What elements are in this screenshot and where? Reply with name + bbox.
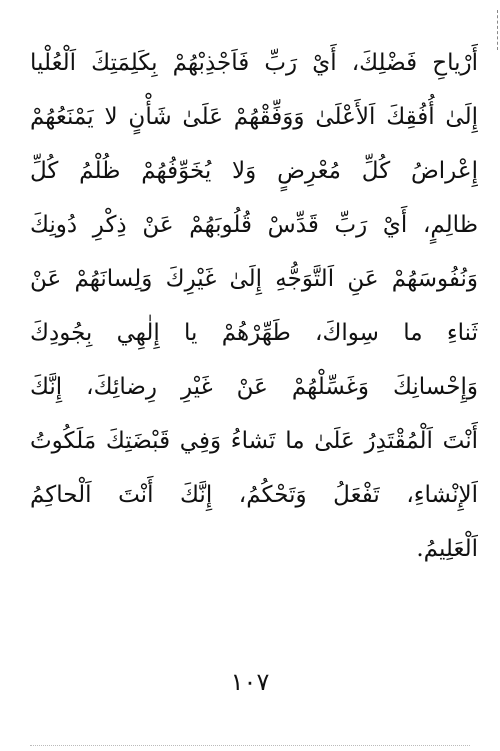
- text-line-7: وَإِحْسانِكَ وَغَسِّلْهُمْ عَنْ غَيْرِ رِضائِكَ، إِنَّكَ: [30, 374, 478, 400]
- text-line-5: وَنُفُوسَهُمْ عَنِ اَلتَّوَجُّهِ إِلَىٰ غَيْرِكَ وَلِسانَهُمْ عَنْ: [30, 266, 478, 292]
- text-line-3: إِعْراضُ كُلِّ مُعْرِضٍ وَلا يُخَوِّفُهُمْ ظُلْمُ كُلِّ: [30, 158, 478, 184]
- text-line-4: ظالِمٍ، أَيْ رَبِّ قَدِّسْ قُلُوبَهُمْ عَنْ ذِكْرِ دُونِكَ: [30, 212, 478, 238]
- scan-bottom-edge: [30, 745, 470, 747]
- text-line-8: أَنْتَ اَلْمُقْتَدِرُ عَلَىٰ ما تَشاءُ وَفِي قَبْضَتِكَ مَلَكُوتُ: [30, 428, 478, 454]
- prayer-text-block: [30, 36, 478, 576]
- text-line-1: أَرْياحِ فَضْلِكَ، أَيْ رَبِّ فَاَجْذِبْهُمْ بِكَلِمَتِكَ اَلْعُلْيا: [30, 50, 478, 76]
- text-line-9: اَلإِنْشاءِ، تَفْعَلُ وَتَحْكُمُ، إِنَّكَ أَنْتَ اَلْحاكِمُ: [30, 482, 478, 508]
- text-line-10: اَلْعَلِيمُ.: [416, 536, 478, 562]
- margin-scan-marks: [494, 10, 498, 50]
- text-line-6: ثَناءِ ما سِواكَ، طَهِّرْهُمْ يا إِلٰهِي بِجُودِكَ: [30, 320, 478, 346]
- page-number: ١٠٧: [230, 668, 270, 696]
- text-line-2: إِلَىٰ أُفُقِكَ اَلأَعْلَىٰ وَوَفِّقْهُمْ عَلَىٰ شَأْنٍ لا يَمْنَعُهُمْ: [30, 104, 478, 130]
